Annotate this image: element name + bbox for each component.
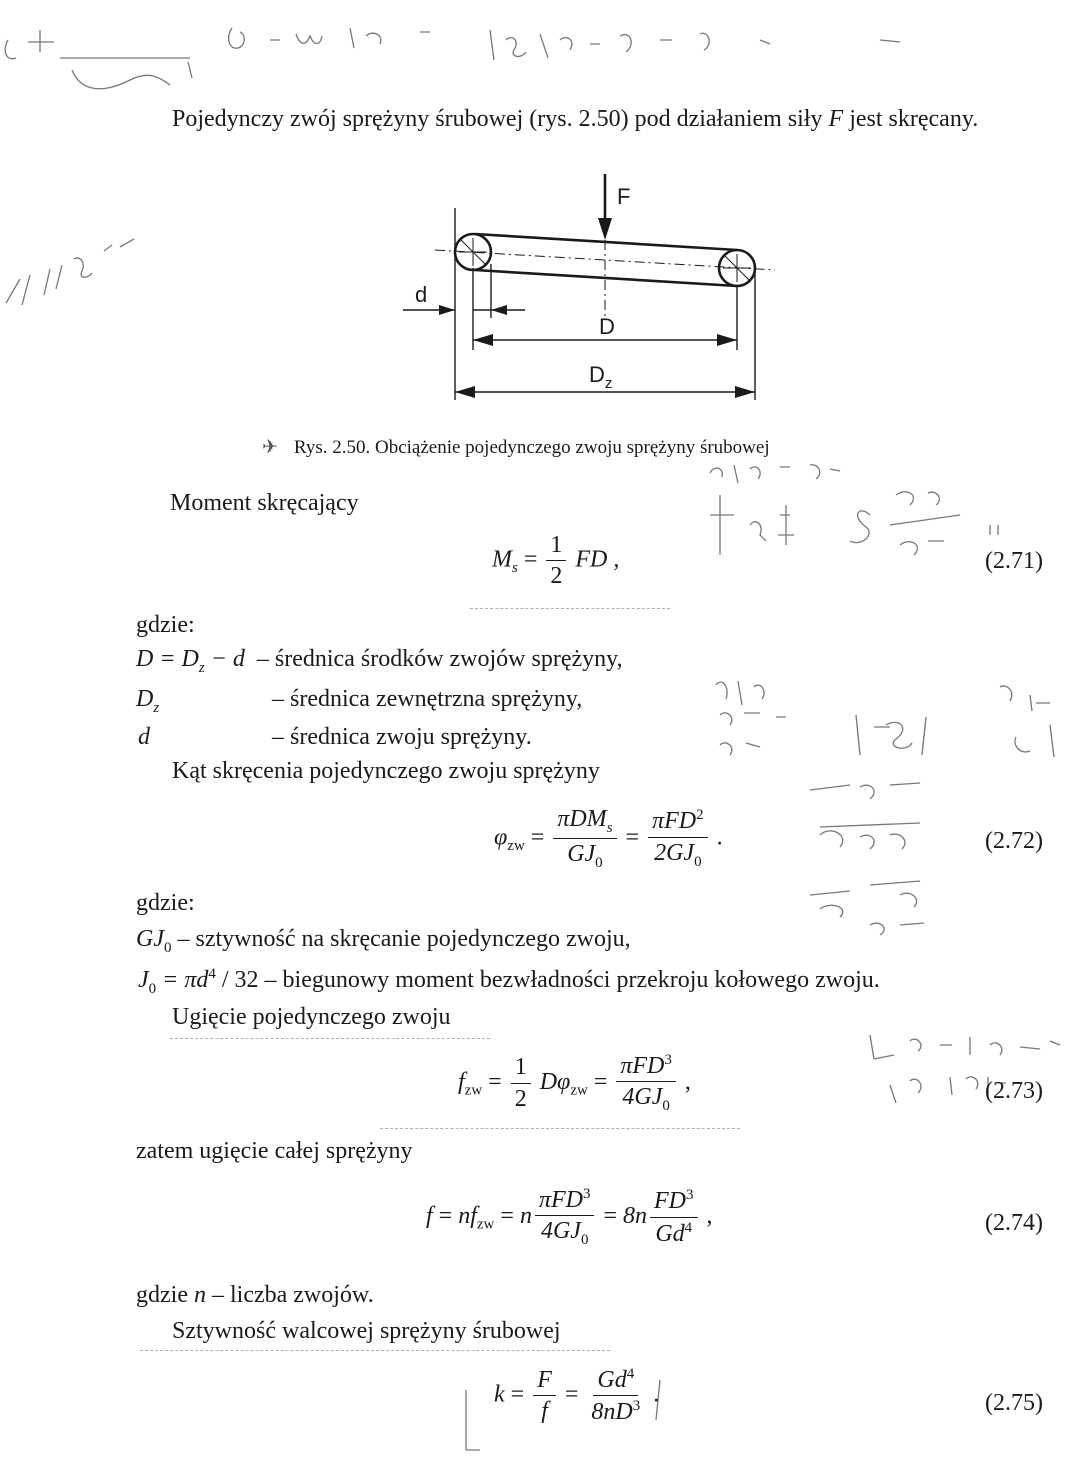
dim-arrow-Dz [455,386,475,398]
label-F: F [617,184,631,209]
intro-paragraph [172,106,978,133]
equation-number-2-72: (2.72) [985,828,1043,854]
equation-number-2-74: (2.74) [985,1210,1043,1236]
heading-moment: Moment skręcający [170,490,359,516]
where-row-1: $D = D_z - d$ – średnica środków zwojów sprężyny, [136,646,623,676]
equation-number-2-73: (2.73) [985,1078,1043,1104]
equation-2-72: $\varphi_{zw}$ = $\frac{\pi DM_s}{GJ_0}$ = $\frac{\pi FD^2}{2GJ_0}$ . [494,806,723,872]
intro-text-before: Pojedynczy zwój sprężyny śrubowej (rys. 2.50) pod działaniem siły [172,106,829,132]
equation-2-73: $f_{zw}$ = $\frac{1}{2}$ $D\varphi_{zw}$ = $\frac{\pi FD^3}{4GJ_0}$ , [458,1052,691,1115]
equation-2-71: $M_s$ = $\frac{1}{2}$ FD , [492,532,620,590]
where-row-2: $D_z$ [136,686,160,716]
equation-number-2-75: (2.75) [985,1390,1043,1416]
heading-angle: Kąt skręcenia pojedynczego zwoju sprężyny [172,758,600,784]
handwritten-annotation-top [0,0,1087,110]
dim-arrow-d [439,305,455,315]
handwritten-annotation-left [0,225,150,315]
pencil-mark [140,1350,610,1351]
dim-arrow-Dz [735,386,755,398]
force-arrowhead [598,218,612,240]
pencil-mark [170,1038,490,1039]
equation-number-2-71: (2.71) [985,548,1043,574]
where2-row-2: $J_0 = \pi d^4 / 32$ – biegunowy moment bezwładności przekroju kołowego zwoju. [138,966,880,997]
equation-2-74: $f = nf_{zw} = n$ $\frac{\pi FD^3}{4GJ_0}$ = 8n $\frac{FD^3}{Gd^4}$ , [426,1186,713,1249]
pencil-mark [380,1128,740,1129]
heading-deflection: Ugięcie pojedynczego zwoju [172,1004,451,1030]
spring-coil-figure [395,168,795,413]
where-row-2-desc: – średnica zewnętrzna sprężyny, [272,686,583,712]
dim-arrow-D [473,334,493,346]
dim-arrow-d [491,305,507,315]
where-row-3: d [138,724,150,750]
caption-mark: ✈ [262,437,278,458]
where-label-1: gdzie: [136,612,195,638]
pencil-mark [470,608,670,609]
where-label-2: gdzie: [136,890,195,916]
figure-caption [262,436,770,459]
dim-arrow-D [717,334,737,346]
heading-stiffness: Sztywność walcowej sprężyny śrubowej [172,1318,561,1344]
where-row-3-desc: – średnica zwoju sprężyny. [272,724,532,750]
equation-2-75: k = $\frac{F}{f}$ = $\frac{Gd^4}{8nD^3}$ . [494,1366,660,1426]
where3-line: gdzie n – liczba zwojów. [136,1282,374,1308]
caption-text: Rys. 2.50. Obciążenie pojedynczego zwoju sprężyny śrubowej [293,437,770,458]
coil-lower-edge [475,270,737,286]
label-d: d [415,282,428,307]
where2-row-1: $GJ_0$ – sztywność na skręcanie pojedynczego zwoju, [136,926,631,956]
intro-text-after: jest skręcany. [843,106,979,132]
label-Dz: $D_z$ [589,362,613,392]
heading-total-deflection: zatem ugięcie całej sprężyny [136,1138,413,1164]
label-D: D [599,314,615,339]
intro-var-f: F [828,106,844,132]
